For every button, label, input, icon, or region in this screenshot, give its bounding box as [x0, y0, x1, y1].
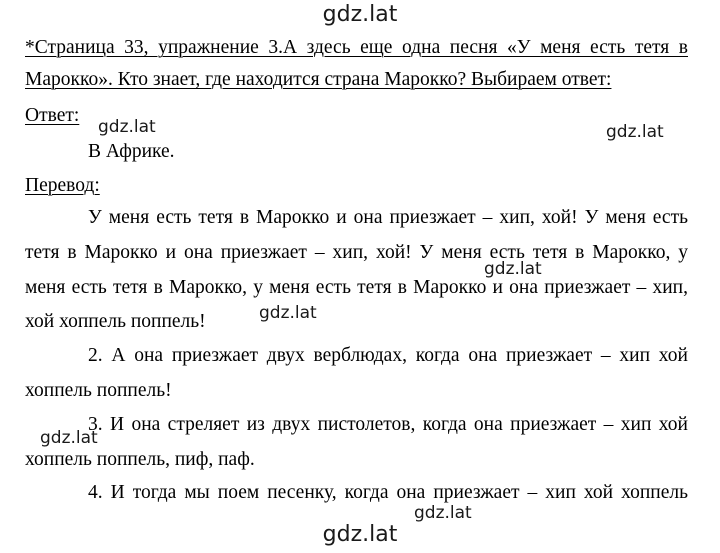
answer-heading: Ответ: [25, 105, 80, 126]
watermark-inline-2: gdz.lat [606, 122, 664, 142]
translation-line-9: 4. И тогда мы поем песенку, когда она приезжает – хип хой хоппель [88, 482, 688, 503]
translation-line-1: У меня есть тетя в Марокко и она приезжает – хип, хой! У меня есть [88, 207, 688, 228]
watermark-inline-4: gdz.lat [259, 303, 317, 323]
task-line-2: Марокко». Кто знает, где находится страна Марокко? Выбираем ответ: [25, 69, 612, 90]
task-line-1: *Страница 33, упражнение 3.А здесь еще одна песня «У меня есть тетя в [25, 37, 688, 58]
translation-line-3: меня есть тетя в Марокко, у меня есть тетя в Марокко и она приезжает – хип, [25, 277, 688, 298]
answer-text: В Африке. [88, 141, 175, 162]
translation-line-4: хой хоппель поппель! [25, 311, 206, 332]
translation-line-7: 3. И она стреляет из двух пистолетов, когда она приезжает – хип хой [88, 414, 688, 435]
translation-line-2: тетя в Марокко и она приезжает – хип, хой! У меня есть тетя в Марокко, у [25, 242, 688, 263]
translation-line-5: 2. А она приезжает двух верблюдах, когда она приезжает – хип хой [88, 345, 688, 366]
watermark-inline-6: gdz.lat [414, 503, 472, 523]
watermark-top: gdz.lat [322, 2, 398, 27]
translation-line-8: хоппель поппель, пиф, паф. [25, 449, 255, 470]
watermark-inline-1: gdz.lat [98, 117, 156, 137]
watermark-inline-3: gdz.lat [484, 259, 542, 279]
watermark-bottom: gdz.lat [322, 522, 398, 547]
translation-heading: Перевод: [25, 175, 100, 196]
watermark-inline-5: gdz.lat [40, 428, 98, 448]
translation-line-6: хоппель поппель! [25, 380, 172, 401]
